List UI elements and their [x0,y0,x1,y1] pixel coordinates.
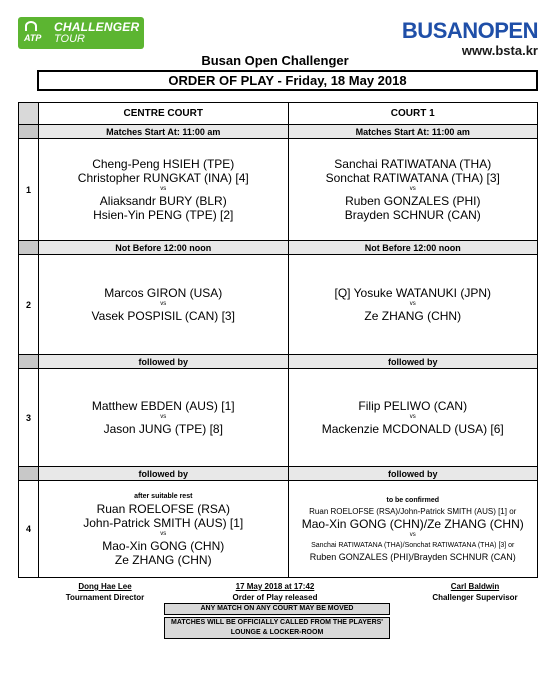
match-2-centre: Marcos GIRON (USA) vs Vasek POSPISIL (CAN) [3] [39,255,289,354]
match-4-centre: after suitable rest Ruan ROELOFSE (RSA) John-Patrick SMITH (AUS) [1] vs Mao-Xin GONG (CHN) Ze ZHANG (CHN) [39,481,289,577]
match-row-1 [19,139,537,241]
challenger-supervisor [420,582,530,602]
match-1-court1: Sanchai RATIWATANA (THA) Sonchat RATIWATANA (THA) [3] vs Ruben GONZALES (PHI) Brayden SCHNUR (CAN) [325,157,500,222]
match-number: 2 [19,255,39,354]
tournament-director [50,582,160,602]
busan-url-text: www.bsta.kr [461,43,538,58]
corner-cell [19,103,39,124]
supervisor-name: Carl Baldwin [450,582,500,591]
notice-match-moved: ANY MATCH ON ANY COURT MAY BE MOVED [164,603,390,615]
notice-officially-called: MATCHES WILL BE OFFICIALLY CALLED FROM THE PLAYERS' LOUNGE & LOCKER-ROOM [164,617,390,639]
followed-by-row: followed by followed by [19,355,537,369]
tennis-ball-icon [25,21,37,31]
release-info [200,582,350,602]
match-1-centre: Cheng-Peng HSIEH (TPE) Christopher RUNGKAT (INA) [4] vs Aliaksandr BURY (BLR) Hsien-Yin PENG (TPE) [2] [39,139,289,240]
match-4-court1: to be confirmed Ruan ROELOFSE (RSA)/John-Patrick SMITH (AUS) [1] or Mao-Xin GONG (CHN)/Ze ZHANG (CHN) vs Sanchai RATIWATANA (THA)/Sonchat RATIWATANA (THA) [3] or Ruben GONZALES (PHI)/Brayden SCHNUR (CAN) [301,496,524,562]
match-number: 4 [19,481,39,577]
match-row-3 [19,369,537,467]
page-title: Busan Open Challenger [201,53,349,68]
start-note-court1: Matches Start At: 11:00 am [289,125,538,138]
atp-challenger-logo [18,17,144,49]
followed-by-row: followed by followed by [19,467,537,481]
start-note-centre: Matches Start At: 11:00 am [39,125,289,138]
order-of-play-table [18,102,538,578]
tour-text: TOUR [54,33,85,45]
atp-text: ATP [24,33,42,43]
match-3-court1: Filip PELIWO (CAN) vs Mackenzie MCDONALD (USA) [6] [321,399,504,436]
director-role: Tournament Director [65,593,145,602]
challenger-text: CHALLENGER [54,20,140,34]
match-row-4 [19,481,537,577]
court-header-court1: COURT 1 [390,108,435,119]
start-time-row [19,125,537,139]
match-3-centre: Matthew EBDEN (AUS) [1] vs Jason JUNG (TPE) [8] [39,369,289,466]
not-before-row: Not Before 12:00 noon Not Before 12:00 noon [19,241,537,255]
match-number: 1 [19,139,39,240]
supervisor-role: Challenger Supervisor [432,593,518,602]
court-header-row [19,103,537,125]
released-label: Order of Play released [232,593,318,602]
match-row-2 [19,255,537,355]
court-header-centre: CENTRE COURT [39,103,289,124]
match-number: 3 [19,369,39,466]
match-2-court1: [Q] Yosuke WATANUKI (JPN) vs Ze ZHANG (CHN) [334,286,491,323]
busan-open-text: BUSANOPEN [401,18,538,43]
released-time: 17 May 2018 at 17:42 [235,582,315,591]
director-name: Dong Hae Lee [78,582,132,591]
page-subtitle: ORDER OF PLAY - Friday, 18 May 2018 [37,70,538,91]
